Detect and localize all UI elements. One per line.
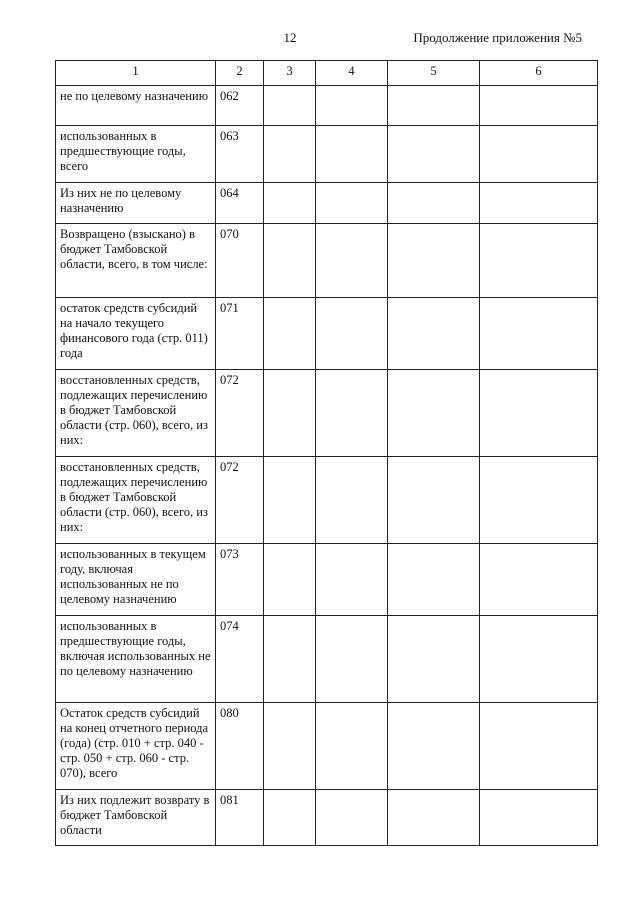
value-cell: [264, 298, 316, 370]
value-cell: [316, 86, 388, 126]
value-cell: [264, 790, 316, 846]
value-cell: [316, 790, 388, 846]
report-table: [55, 60, 598, 846]
table-row: [56, 86, 598, 126]
value-cell: [316, 616, 388, 703]
value-cell: [388, 703, 480, 790]
value-cell: [480, 703, 598, 790]
value-cell: [480, 224, 598, 298]
value-cell: [264, 703, 316, 790]
table-row: [56, 616, 598, 703]
row-code: 071: [216, 298, 264, 370]
table-row: [56, 224, 598, 298]
row-label: не по целевому назначению: [56, 86, 216, 126]
value-cell: [264, 224, 316, 298]
value-cell: [316, 126, 388, 183]
table-row: [56, 183, 598, 224]
value-cell: [316, 544, 388, 616]
value-cell: [316, 457, 388, 544]
table-row: [56, 544, 598, 616]
row-code: 073: [216, 544, 264, 616]
column-header: 3: [264, 61, 316, 86]
row-label: восстановленных средств, подлежащих перечислению в бюджет Тамбовской области (стр. 060), всего, из них:: [56, 457, 216, 544]
row-label: Возвращено (взыскано) в бюджет Тамбовской области, всего, в том числе:: [56, 224, 216, 298]
column-header: 6: [480, 61, 598, 86]
value-cell: [264, 183, 316, 224]
row-label: использованных в текущем году, включая использованных не по целевому назначению: [56, 544, 216, 616]
value-cell: [264, 370, 316, 457]
value-cell: [388, 126, 480, 183]
column-header: 2: [216, 61, 264, 86]
row-label: Остаток средств субсидий на конец отчетного периода (года) (стр. 010 + стр. 040 - стр. 050 + стр. 060 - стр. 070), всего: [56, 703, 216, 790]
value-cell: [480, 370, 598, 457]
table-row: [56, 457, 598, 544]
row-label: использованных в предшествующие годы, всего: [56, 126, 216, 183]
table-header-row: [56, 61, 598, 86]
value-cell: [316, 370, 388, 457]
value-cell: [388, 457, 480, 544]
value-cell: [480, 298, 598, 370]
row-code: 081: [216, 790, 264, 846]
table-row: [56, 298, 598, 370]
value-cell: [480, 544, 598, 616]
row-label: остаток средств субсидий на начало текущего финансового года (стр. 011) года: [56, 298, 216, 370]
value-cell: [480, 126, 598, 183]
row-code: 064: [216, 183, 264, 224]
column-header: 5: [388, 61, 480, 86]
table-row: [56, 703, 598, 790]
row-label: восстановленных средств, подлежащих перечислению в бюджет Тамбовской области (стр. 060), всего, из них:: [56, 370, 216, 457]
table-row: [56, 370, 598, 457]
appendix-continuation-note: Продолжение приложения №5: [413, 30, 582, 45]
page-number: 12: [283, 30, 297, 45]
value-cell: [480, 183, 598, 224]
row-code: 072: [216, 457, 264, 544]
row-code: 080: [216, 703, 264, 790]
value-cell: [388, 790, 480, 846]
row-code: 074: [216, 616, 264, 703]
value-cell: [480, 86, 598, 126]
value-cell: [264, 86, 316, 126]
value-cell: [316, 298, 388, 370]
value-cell: [480, 457, 598, 544]
value-cell: [316, 183, 388, 224]
row-label: использованных в предшествующие годы, включая использованных не по целевому назначению: [56, 616, 216, 703]
column-header: 1: [56, 61, 216, 86]
value-cell: [388, 183, 480, 224]
value-cell: [264, 126, 316, 183]
row-label: Из них не по целевому назначению: [56, 183, 216, 224]
value-cell: [388, 544, 480, 616]
value-cell: [388, 616, 480, 703]
value-cell: [316, 224, 388, 298]
value-cell: [264, 616, 316, 703]
value-cell: [264, 544, 316, 616]
row-label: Из них подлежит возврату в бюджет Тамбовской области: [56, 790, 216, 846]
value-cell: [316, 703, 388, 790]
value-cell: [388, 298, 480, 370]
table-row: [56, 126, 598, 183]
value-cell: [480, 790, 598, 846]
value-cell: [480, 616, 598, 703]
value-cell: [388, 224, 480, 298]
row-code: 070: [216, 224, 264, 298]
row-code: 072: [216, 370, 264, 457]
table-row: [56, 790, 598, 846]
value-cell: [388, 370, 480, 457]
column-header: 4: [316, 61, 388, 86]
row-code: 063: [216, 126, 264, 183]
value-cell: [388, 86, 480, 126]
value-cell: [264, 457, 316, 544]
row-code: 062: [216, 86, 264, 126]
